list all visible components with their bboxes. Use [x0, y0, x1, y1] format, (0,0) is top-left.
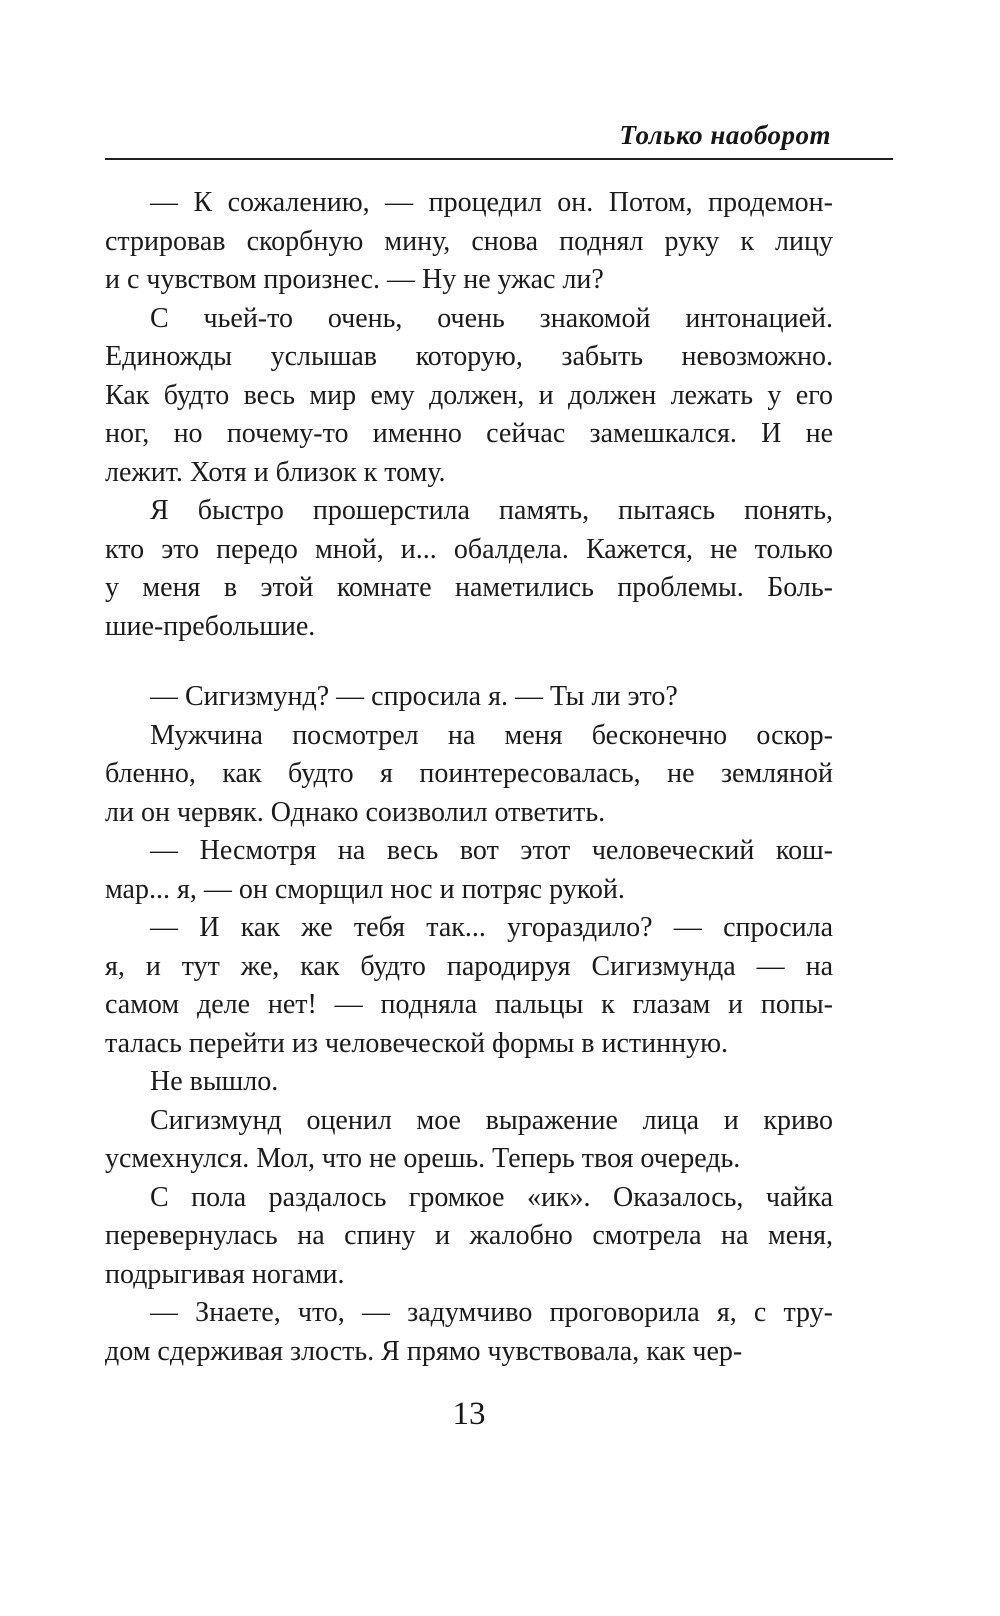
text-line: бленно, как будто я поинтересовалась, не земляной [105, 758, 833, 789]
paragraph [105, 717, 833, 833]
text-line: подрыгивая ногами. [105, 1258, 345, 1290]
text-line: лежит. Хотя и близок к тому. [105, 456, 446, 488]
paragraph [105, 1063, 833, 1102]
text-line: стрировав скорбную мину, снова поднял руку к лицу [105, 225, 833, 257]
page-footer [105, 1396, 833, 1433]
text-line: усмехнулся. Мол, что не орешь. Теперь твоя очередь. [105, 1143, 741, 1174]
text-line: Не вышло. [150, 1066, 279, 1097]
text-line: ног, но почему-то именно сейчас замешкался. И не [105, 418, 833, 449]
text-line: Как будто весь мир ему должен, и должен лежать у его [105, 379, 833, 411]
paragraph [105, 909, 833, 1063]
text-line: у меня в этой комнате наметились проблемы. Боль- [105, 572, 833, 603]
paragraph [105, 184, 833, 300]
text-line: Единожды услышав которую, забыть невозможно. [105, 341, 833, 372]
text-line: С пола раздалось громкое «ик». Оказалось, чайка [150, 1181, 833, 1213]
running-header-title: Только наоборот [619, 120, 831, 150]
text-line: мар... я, — он сморщил нос и потряс рукой. [105, 873, 625, 905]
text-line: шие-пребольшие. [105, 610, 316, 642]
paragraph [105, 832, 833, 909]
paragraph [105, 678, 833, 717]
text-line: — И как же тебя так... угораздило? — спросила [150, 912, 833, 943]
page-number: 13 [452, 1396, 486, 1432]
text-line: и с чувством произнес. — Ну не ужас ли? [105, 264, 604, 295]
text-line: перевернулась на спину и жалобно смотрела на меня, [105, 1220, 833, 1251]
paragraph [105, 1179, 833, 1295]
paragraph [105, 1102, 833, 1179]
text-line: ли он червяк. Однако соизволил ответить. [105, 796, 606, 828]
text-line: — Сигизмунд? — спросила я. — Ты ли это? [150, 681, 678, 712]
text-line: Я быстро прошерстила память, пытаясь понять, [150, 495, 833, 526]
header-rule [105, 158, 893, 160]
paragraph [105, 1294, 833, 1371]
text-line: дом сдерживая злость. Я прямо чувствовала, как чер- [105, 1335, 743, 1367]
paragraph [105, 492, 833, 646]
text-line: кто это передо мной, и... обалдела. Кажется, не только [105, 533, 833, 565]
text-line: талась перейти из человеческой формы в истинную. [105, 1027, 728, 1059]
text-line: — К сожалению, — процедил он. Потом, продемон- [150, 187, 833, 218]
text-line: С чьей-то очень, очень знакомой интонацией. [150, 302, 833, 334]
text-line: я, и тут же, как будто пародируя Сигизмунда — на [105, 950, 833, 982]
text-line: — Несмотря на весь вот этот человеческий кош- [150, 835, 833, 866]
running-header [105, 120, 893, 160]
text-line: самом деле нет! — подняла пальцы к глазам и попы- [105, 989, 833, 1020]
text-line: Мужчина посмотрел на меня бесконечно оскор- [150, 719, 833, 751]
text-line: — Знаете, что, — задумчиво проговорила я, с тру- [150, 1297, 833, 1328]
paragraph [105, 300, 833, 493]
body-text [105, 184, 833, 1371]
text-line: Сигизмунд оценил мое выражение лица и криво [150, 1104, 833, 1136]
